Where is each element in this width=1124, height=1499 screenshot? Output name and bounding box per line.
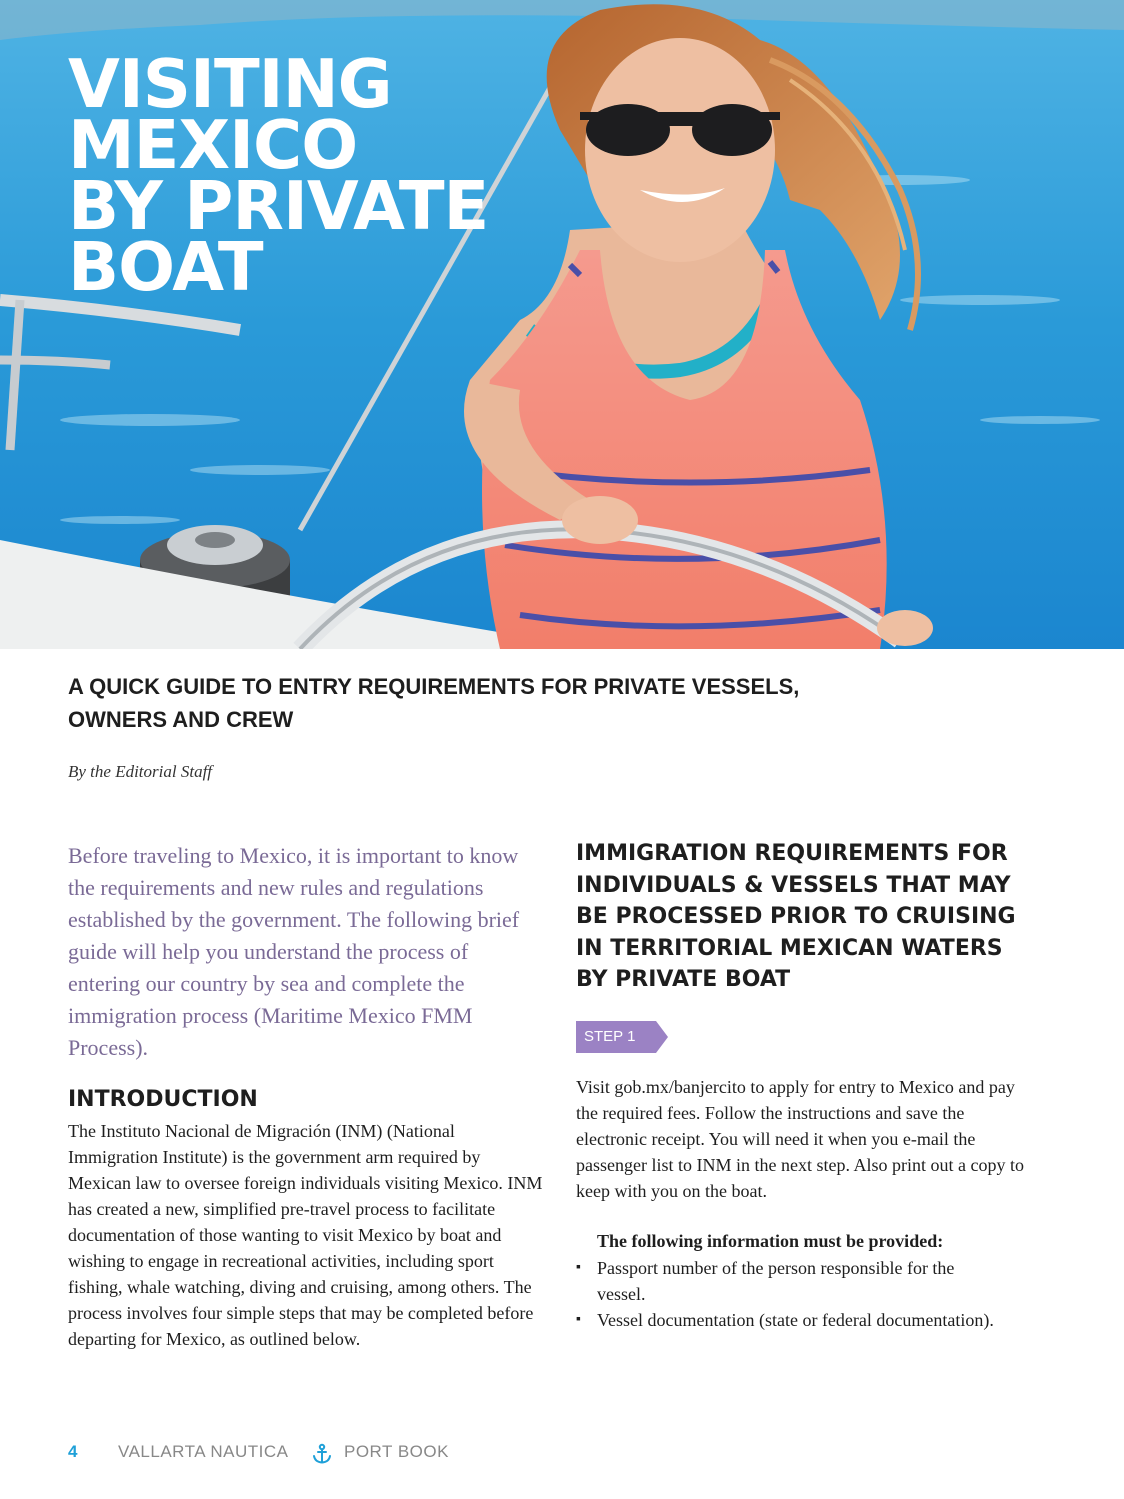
requirements-list: [576, 1255, 996, 1333]
list-item: [576, 1255, 996, 1307]
lede-paragraph: Before traveling to Mexico, it is important to know the requirements and new rules and regulations established by the government. The following brief guide will help you understand the process of entering our country by sea and complete the immigration process (Maritime Mexico FMM Process).: [68, 843, 520, 1060]
hero-photo: [0, 0, 1124, 649]
requirements-heading: The following information must be provided:: [597, 1231, 944, 1251]
bullet-icon: ▪: [576, 1260, 581, 1275]
publication-section: PORT BOOK: [344, 1442, 449, 1461]
hero-title-line: BY PRIVATE: [68, 167, 489, 245]
step-1-badge: [576, 1021, 668, 1053]
page-number: 4: [68, 1442, 78, 1461]
list-item: [576, 1307, 996, 1333]
introduction-heading: INTRODUCTION: [68, 1087, 258, 1112]
byline: By the Editorial Staff: [68, 762, 213, 781]
publication-name: VALLARTA NAUTICA: [118, 1442, 289, 1461]
anchor-icon: [311, 1443, 333, 1470]
introduction-body: The Instituto Nacional de Migración (INM) (National Immigration Institute) is the government arm required by Mexican law to oversee foreign individuals visiting Mexico. INM has created a new, simplified pre-travel process to facilitate documentation of those wanting to visit Mexico by boat and wishing to engage in recreational activities, including sport fishing, whale watching, diving and cruising, among others. The process involves four simple steps that may be completed before departing for Mexico, as outlined below.: [68, 1121, 543, 1349]
article-subtitle-line: A QUICK GUIDE TO ENTRY REQUIREMENTS FOR PRIVATE VESSELS,: [68, 674, 800, 699]
step-1-body: Visit gob.mx/banjercito to apply for entry to Mexico and pay the required fees. Follow the instructions and save the electronic receipt. You will need it when you e-mail the passenger list to INM in the next step. Also print out a copy to keep with you on the boat.: [576, 1077, 1024, 1201]
hero-title-line: BOAT: [68, 228, 263, 306]
hero-title-line: VISITING: [68, 45, 392, 123]
requirement-text: Passport number of the person responsible for the vessel.: [597, 1258, 955, 1304]
hero-title-line: MEXICO: [68, 106, 358, 184]
step-badge-label: STEP 1: [584, 1028, 636, 1045]
article-subtitle-line: OWNERS AND CREW: [68, 707, 294, 732]
immigration-heading: IMMIGRATION REQUIREMENTS FOR INDIVIDUALS & VESSELS THAT MAY BE PROCESSED PRIOR TO CRUISING IN TERRITORIAL MEXICAN WATERS BY PRIVATE BOAT: [576, 841, 1016, 992]
requirement-text: Vessel documentation (state or federal documentation).: [597, 1310, 994, 1330]
article-subtitle: [68, 670, 928, 736]
bullet-icon: ▪: [576, 1312, 581, 1327]
hero-title: [68, 45, 489, 306]
